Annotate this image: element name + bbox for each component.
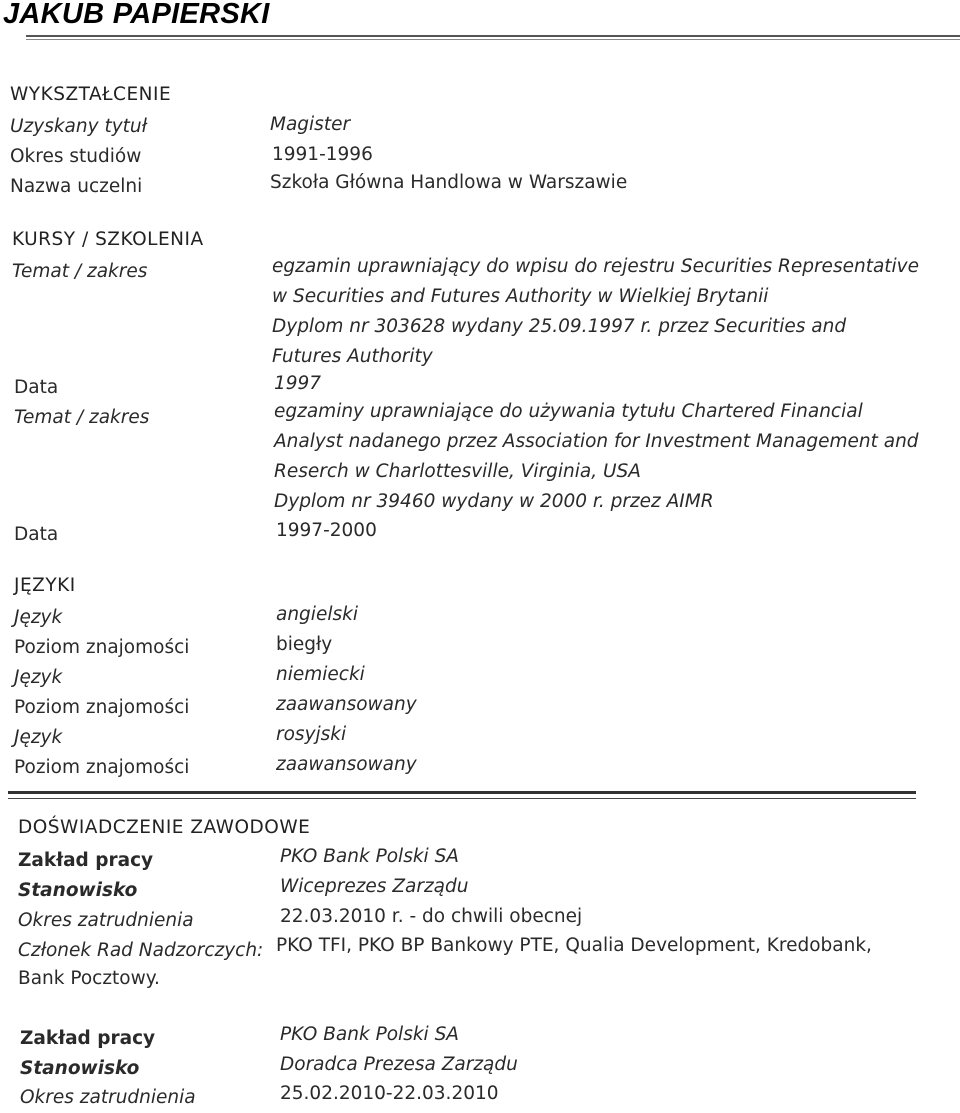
language-value: niemiecki [276,664,365,685]
period-label: Okres zatrudnienia [20,1087,196,1108]
language-value: rosyjski [276,724,347,745]
position-value: Wiceprezes Zarządu [280,876,469,897]
course-line: Futures Authority [272,346,433,367]
position-label: Stanowisko [18,880,138,901]
courses-heading: KURSY / SZKOLENIA [12,229,204,250]
proficiency-label: Poziom znajomości [14,757,190,778]
study-period-value: 1991-1996 [272,144,373,165]
section-divider-thin [8,798,916,799]
course-date-value: 1997 [274,373,322,394]
course-date-label: Data [14,524,59,545]
experience-heading: DOŚWIADCZENIE ZAWODOWE [18,817,311,838]
course-date-value: 1997-2000 [276,520,377,541]
period-value: 22.03.2010 r. - do chwili obecnej [280,906,583,927]
boards-value: PKO TFI, PKO BP Bankowy PTE, Qualia Development, Kredobank, [276,935,872,956]
boards-label: Członek Rad Nadzorczych: [18,940,264,961]
degree-value: Magister [270,114,351,135]
course-description [272,252,919,372]
degree-label: Uzyskany tytuł [10,116,147,137]
proficiency-value: zaawansowany [276,694,417,715]
language-value: angielski [276,604,358,625]
course-line: w Securities and Futures Authority w Wielkiej Brytanii [272,286,769,307]
language-label: Język [14,727,63,748]
employer-label: Zakład pracy [20,1028,156,1049]
employer-value: PKO Bank Polski SA [280,1024,459,1045]
employer-label: Zakład pracy [18,850,154,871]
languages-heading: JĘZYKI [14,575,76,596]
course-topic-label: Temat / zakres [12,261,148,282]
proficiency-value: biegły [276,634,333,655]
language-label: Język [14,667,63,688]
course-line: Analyst nadanego przez Association for Investment Management and [274,431,919,452]
education-heading: WYKSZTAŁCENIE [10,84,172,105]
course-line: egzamin uprawniający do wpisu do rejestru Securities Representative [272,256,920,277]
period-label: Okres zatrudnienia [18,910,194,931]
position-value: Doradca Prezesa Zarządu [280,1054,518,1075]
proficiency-label: Poziom znajomości [14,697,190,718]
period-value: 25.02.2010-22.03.2010 [280,1083,499,1104]
course-date-label: Data [14,377,59,398]
language-label: Język [14,607,63,628]
position-label: Stanowisko [20,1058,140,1079]
course-line: Dyplom nr 303628 wydany 25.09.1997 r. przez Securities and [272,316,847,337]
person-name: JAKUB PAPIERSKI [3,0,270,30]
section-divider [8,791,916,794]
university-label: Nazwa uczelni [10,176,143,197]
employer-value: PKO Bank Polski SA [280,846,459,867]
header-divider [26,35,960,40]
course-line: Dyplom nr 39460 wydany w 2000 r. przez AIMR [274,491,714,512]
boards-value-continued: Bank Pocztowy. [18,968,160,989]
course-line: Reserch w Charlottesville, Virginia, USA [274,461,641,482]
university-value: Szkoła Główna Handlowa w Warszawie [270,172,628,193]
course-line: egzaminy uprawniające do używania tytułu Chartered Financial [274,401,863,422]
course-topic-label: Temat / zakres [14,407,150,428]
study-period-label: Okres studiów [10,146,142,167]
course-description [274,397,919,517]
proficiency-value: zaawansowany [276,754,417,775]
proficiency-label: Poziom znajomości [14,637,190,658]
